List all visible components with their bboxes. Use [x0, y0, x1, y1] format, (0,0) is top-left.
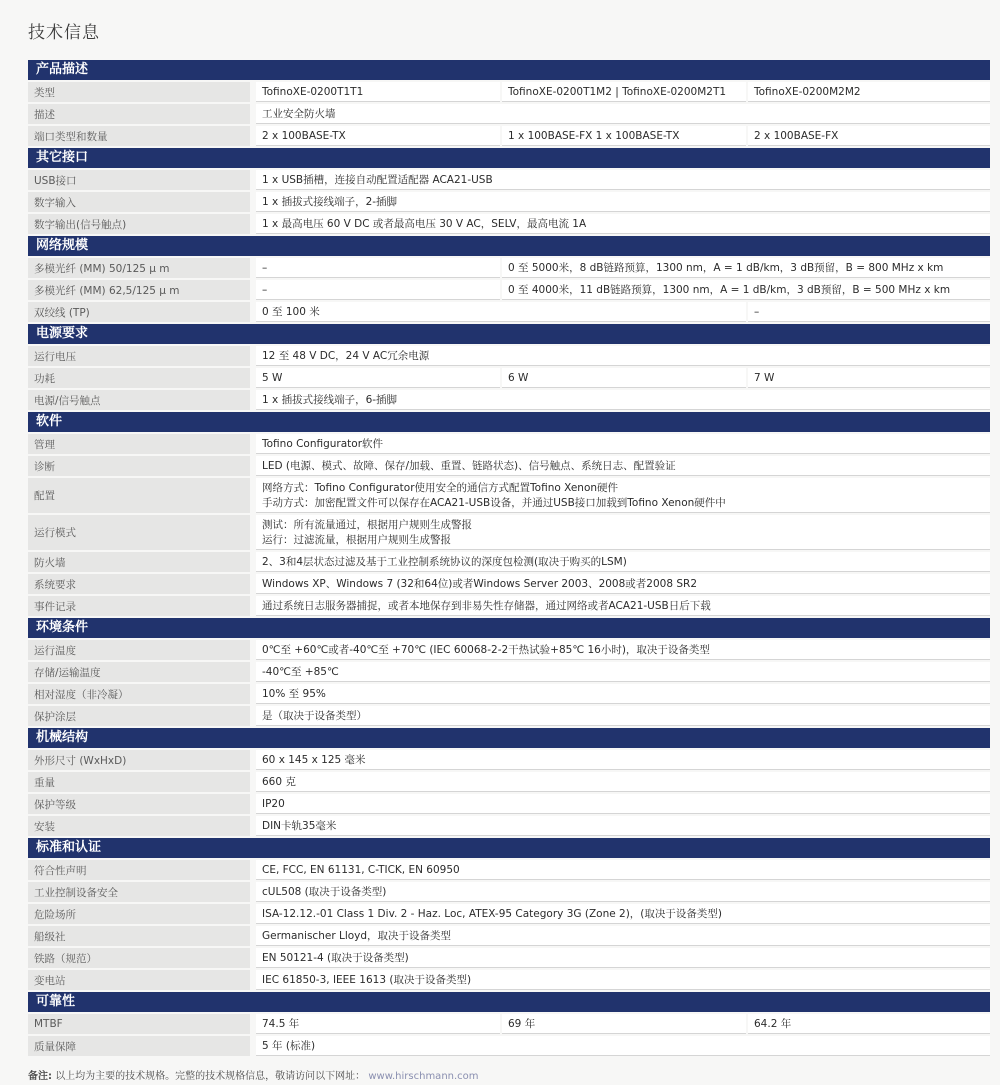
row-label: 多模光纤 (MM) 50/125 µ m: [28, 258, 250, 278]
row-value: 1 x 最高电压 60 V DC 或者最高电压 30 V AC，SELV，最高电流 1A: [256, 214, 990, 234]
section-header-reliability: 可靠性: [28, 992, 990, 1012]
row-label: 管理: [28, 434, 250, 454]
table-row: [28, 574, 990, 594]
table-row: [28, 816, 990, 836]
row-label: 电源/信号触点: [28, 390, 250, 410]
row-value: 10% 至 95%: [256, 684, 990, 704]
row-value: 74.5 年: [256, 1014, 500, 1034]
row-label: 安装: [28, 816, 250, 836]
table-row: [28, 706, 990, 726]
spec-table: [28, 58, 990, 1056]
row-label: 端口类型和数量: [28, 126, 250, 146]
row-value: ISA-12.12.-01 Class 1 Div. 2 - Haz. Loc, ATEX-95 Category 3G (Zone 2)，(取决于设备类型): [256, 904, 990, 924]
table-row: [28, 860, 990, 880]
table-row: [28, 640, 990, 660]
table-row: [28, 390, 990, 410]
row-value: 1 x USB插槽，连接自动配置适配器 ACA21-USB: [256, 170, 990, 190]
row-label: 数字输入: [28, 192, 250, 212]
row-label: 运行电压: [28, 346, 250, 366]
row-value: cUL508 (取决于设备类型): [256, 882, 990, 902]
table-row: [28, 82, 990, 102]
table-row: [28, 970, 990, 990]
table-row: [28, 434, 990, 454]
row-value: 1 x 插拔式接线端子，2-插脚: [256, 192, 990, 212]
row-value: 12 至 48 V DC，24 V AC冗余电源: [256, 346, 990, 366]
row-value: TofinoXE-0200T1T1: [256, 82, 500, 102]
table-row: [28, 596, 990, 616]
section-header-standards: 标准和认证: [28, 838, 990, 858]
section-header-power: 电源要求: [28, 324, 990, 344]
footnote-label: 备注:: [28, 1071, 52, 1082]
row-value: IP20: [256, 794, 990, 814]
row-value: –: [256, 258, 500, 278]
row-value: [256, 515, 990, 550]
table-row: [28, 126, 990, 146]
table-row: [28, 772, 990, 792]
row-value: –: [748, 302, 990, 322]
table-row: [28, 926, 990, 946]
row-label: 变电站: [28, 970, 250, 990]
row-value: [256, 478, 990, 513]
footnote-link[interactable]: www.hirschmann.com: [368, 1071, 479, 1082]
table-row: [28, 684, 990, 704]
section-header-product: 产品描述: [28, 60, 990, 80]
table-row: [28, 1036, 990, 1056]
row-label: 质量保障: [28, 1036, 250, 1056]
table-row: [28, 214, 990, 234]
row-value: 是（取决于设备类型）: [256, 706, 990, 726]
table-row: [28, 904, 990, 924]
row-value-line: 网络方式：Tofino Configurator使用安全的通信方式配置Tofino Xenon硬件: [262, 482, 619, 494]
row-label: 类型: [28, 82, 250, 102]
row-value: 0 至 5000米，8 dB链路预算，1300 nm，A = 1 dB/km，3 dB预留，B = 800 MHz x km: [502, 258, 990, 278]
section-header-environment: 环境条件: [28, 618, 990, 638]
row-value: 1 x 100BASE-FX 1 x 100BASE-TX: [502, 126, 746, 146]
row-label: 符合性声明: [28, 860, 250, 880]
table-row: [28, 662, 990, 682]
row-label: 数字输出(信号触点): [28, 214, 250, 234]
row-label: 外形尺寸 (WxHxD): [28, 750, 250, 770]
row-value: 60 x 145 x 125 毫米: [256, 750, 990, 770]
row-label: 配置: [28, 478, 250, 513]
row-label: USB接口: [28, 170, 250, 190]
row-value: 2 x 100BASE-FX: [748, 126, 990, 146]
row-value: 0 至 100 米: [256, 302, 746, 322]
row-value: 2 x 100BASE-TX: [256, 126, 500, 146]
row-value: LED (电源、模式、故障、保存/加载、重置、链路状态)、信号触点、系统日志、配置验证: [256, 456, 990, 476]
row-label: 双绞线 (TP): [28, 302, 250, 322]
row-label: 诊断: [28, 456, 250, 476]
table-row: [28, 368, 990, 388]
row-value: 660 克: [256, 772, 990, 792]
row-value: Germanischer Lloyd，取决于设备类型: [256, 926, 990, 946]
section-header-software: 软件: [28, 412, 990, 432]
footnote-text: 以上均为主要的技术规格。完整的技术规格信息，敬请访问以下网址：: [55, 1071, 366, 1082]
table-row: [28, 478, 990, 513]
row-value: TofinoXE-0200M2M2: [748, 82, 990, 102]
table-row: [28, 794, 990, 814]
row-label: 系统要求: [28, 574, 250, 594]
row-value: 1 x 插拔式接线端子，6-插脚: [256, 390, 990, 410]
row-value: 69 年: [502, 1014, 746, 1034]
table-row: [28, 948, 990, 968]
row-value: 2、3和4层状态过滤及基于工业控制系统协议的深度包检测(取决于购买的LSM): [256, 552, 990, 572]
row-value-line: 测试：所有流量通过，根据用户规则生成警报: [262, 519, 472, 531]
row-value: 0℃至 +60℃或者-40℃至 +70℃ (IEC 60068-2-2干热试验+85℃ 16小时)，取决于设备类型: [256, 640, 990, 660]
table-row: [28, 552, 990, 572]
table-row: [28, 258, 990, 278]
row-value: 0 至 4000米，11 dB链路预算，1300 nm，A = 1 dB/km，3 dB预留，B = 500 MHz x km: [502, 280, 990, 300]
section-header-other-ports: 其它接口: [28, 148, 990, 168]
table-row: [28, 346, 990, 366]
row-value-line: 手动方式：加密配置文件可以保存在ACA21-USB设备，并通过USB接口加载到Tofino Xenon硬件中: [262, 497, 726, 509]
row-label: 运行模式: [28, 515, 250, 550]
row-label: 相对湿度（非冷凝）: [28, 684, 250, 704]
footnote: [28, 1067, 479, 1082]
row-value: 7 W: [748, 368, 990, 388]
table-row: [28, 515, 990, 550]
row-label: 防火墙: [28, 552, 250, 572]
table-row: [28, 280, 990, 300]
row-label: 事件记录: [28, 596, 250, 616]
row-value: –: [256, 280, 500, 300]
row-value: Tofino Configurator软件: [256, 434, 990, 454]
row-label: 多模光纤 (MM) 62,5/125 µ m: [28, 280, 250, 300]
row-label: 重量: [28, 772, 250, 792]
row-value: Windows XP、Windows 7 (32和64位)或者Windows Server 2003、2008或者2008 SR2: [256, 574, 990, 594]
row-value: 通过系统日志服务器捕捉，或者本地保存到非易失性存储器，通过网络或者ACA21-USB日后下载: [256, 596, 990, 616]
row-value: TofinoXE-0200T1M2 | TofinoXE-0200M2T1: [502, 82, 746, 102]
row-value: 64.2 年: [748, 1014, 990, 1034]
table-row: [28, 456, 990, 476]
row-value: CE, FCC, EN 61131, C-TICK, EN 60950: [256, 860, 990, 880]
row-value: IEC 61850-3, IEEE 1613 (取决于设备类型): [256, 970, 990, 990]
table-row: [28, 104, 990, 124]
row-label: 运行温度: [28, 640, 250, 660]
page-title: 技术信息: [28, 23, 100, 43]
row-label: 功耗: [28, 368, 250, 388]
table-row: [28, 750, 990, 770]
row-value: 6 W: [502, 368, 746, 388]
row-label: 工业控制设备安全: [28, 882, 250, 902]
row-label: 危险场所: [28, 904, 250, 924]
row-value-line: 运行：过滤流量，根据用户规则生成警报: [262, 534, 451, 546]
table-row: [28, 170, 990, 190]
row-label: 铁路（规范）: [28, 948, 250, 968]
table-row: [28, 882, 990, 902]
row-label: 描述: [28, 104, 250, 124]
table-row: [28, 302, 990, 322]
table-row: [28, 1014, 990, 1034]
row-label: 保护等级: [28, 794, 250, 814]
row-label: MTBF: [28, 1014, 250, 1034]
row-value: 5 年 (标准): [256, 1036, 990, 1056]
section-header-mechanical: 机械结构: [28, 728, 990, 748]
row-value: EN 50121-4 (取决于设备类型): [256, 948, 990, 968]
row-label: 船级社: [28, 926, 250, 946]
row-value: 工业安全防火墙: [256, 104, 990, 124]
table-row: [28, 192, 990, 212]
row-label: 存储/运输温度: [28, 662, 250, 682]
row-label: 保护涂层: [28, 706, 250, 726]
row-value: 5 W: [256, 368, 500, 388]
row-value: DIN卡轨35毫米: [256, 816, 990, 836]
row-value: -40℃至 +85℃: [256, 662, 990, 682]
section-header-network: 网络规模: [28, 236, 990, 256]
